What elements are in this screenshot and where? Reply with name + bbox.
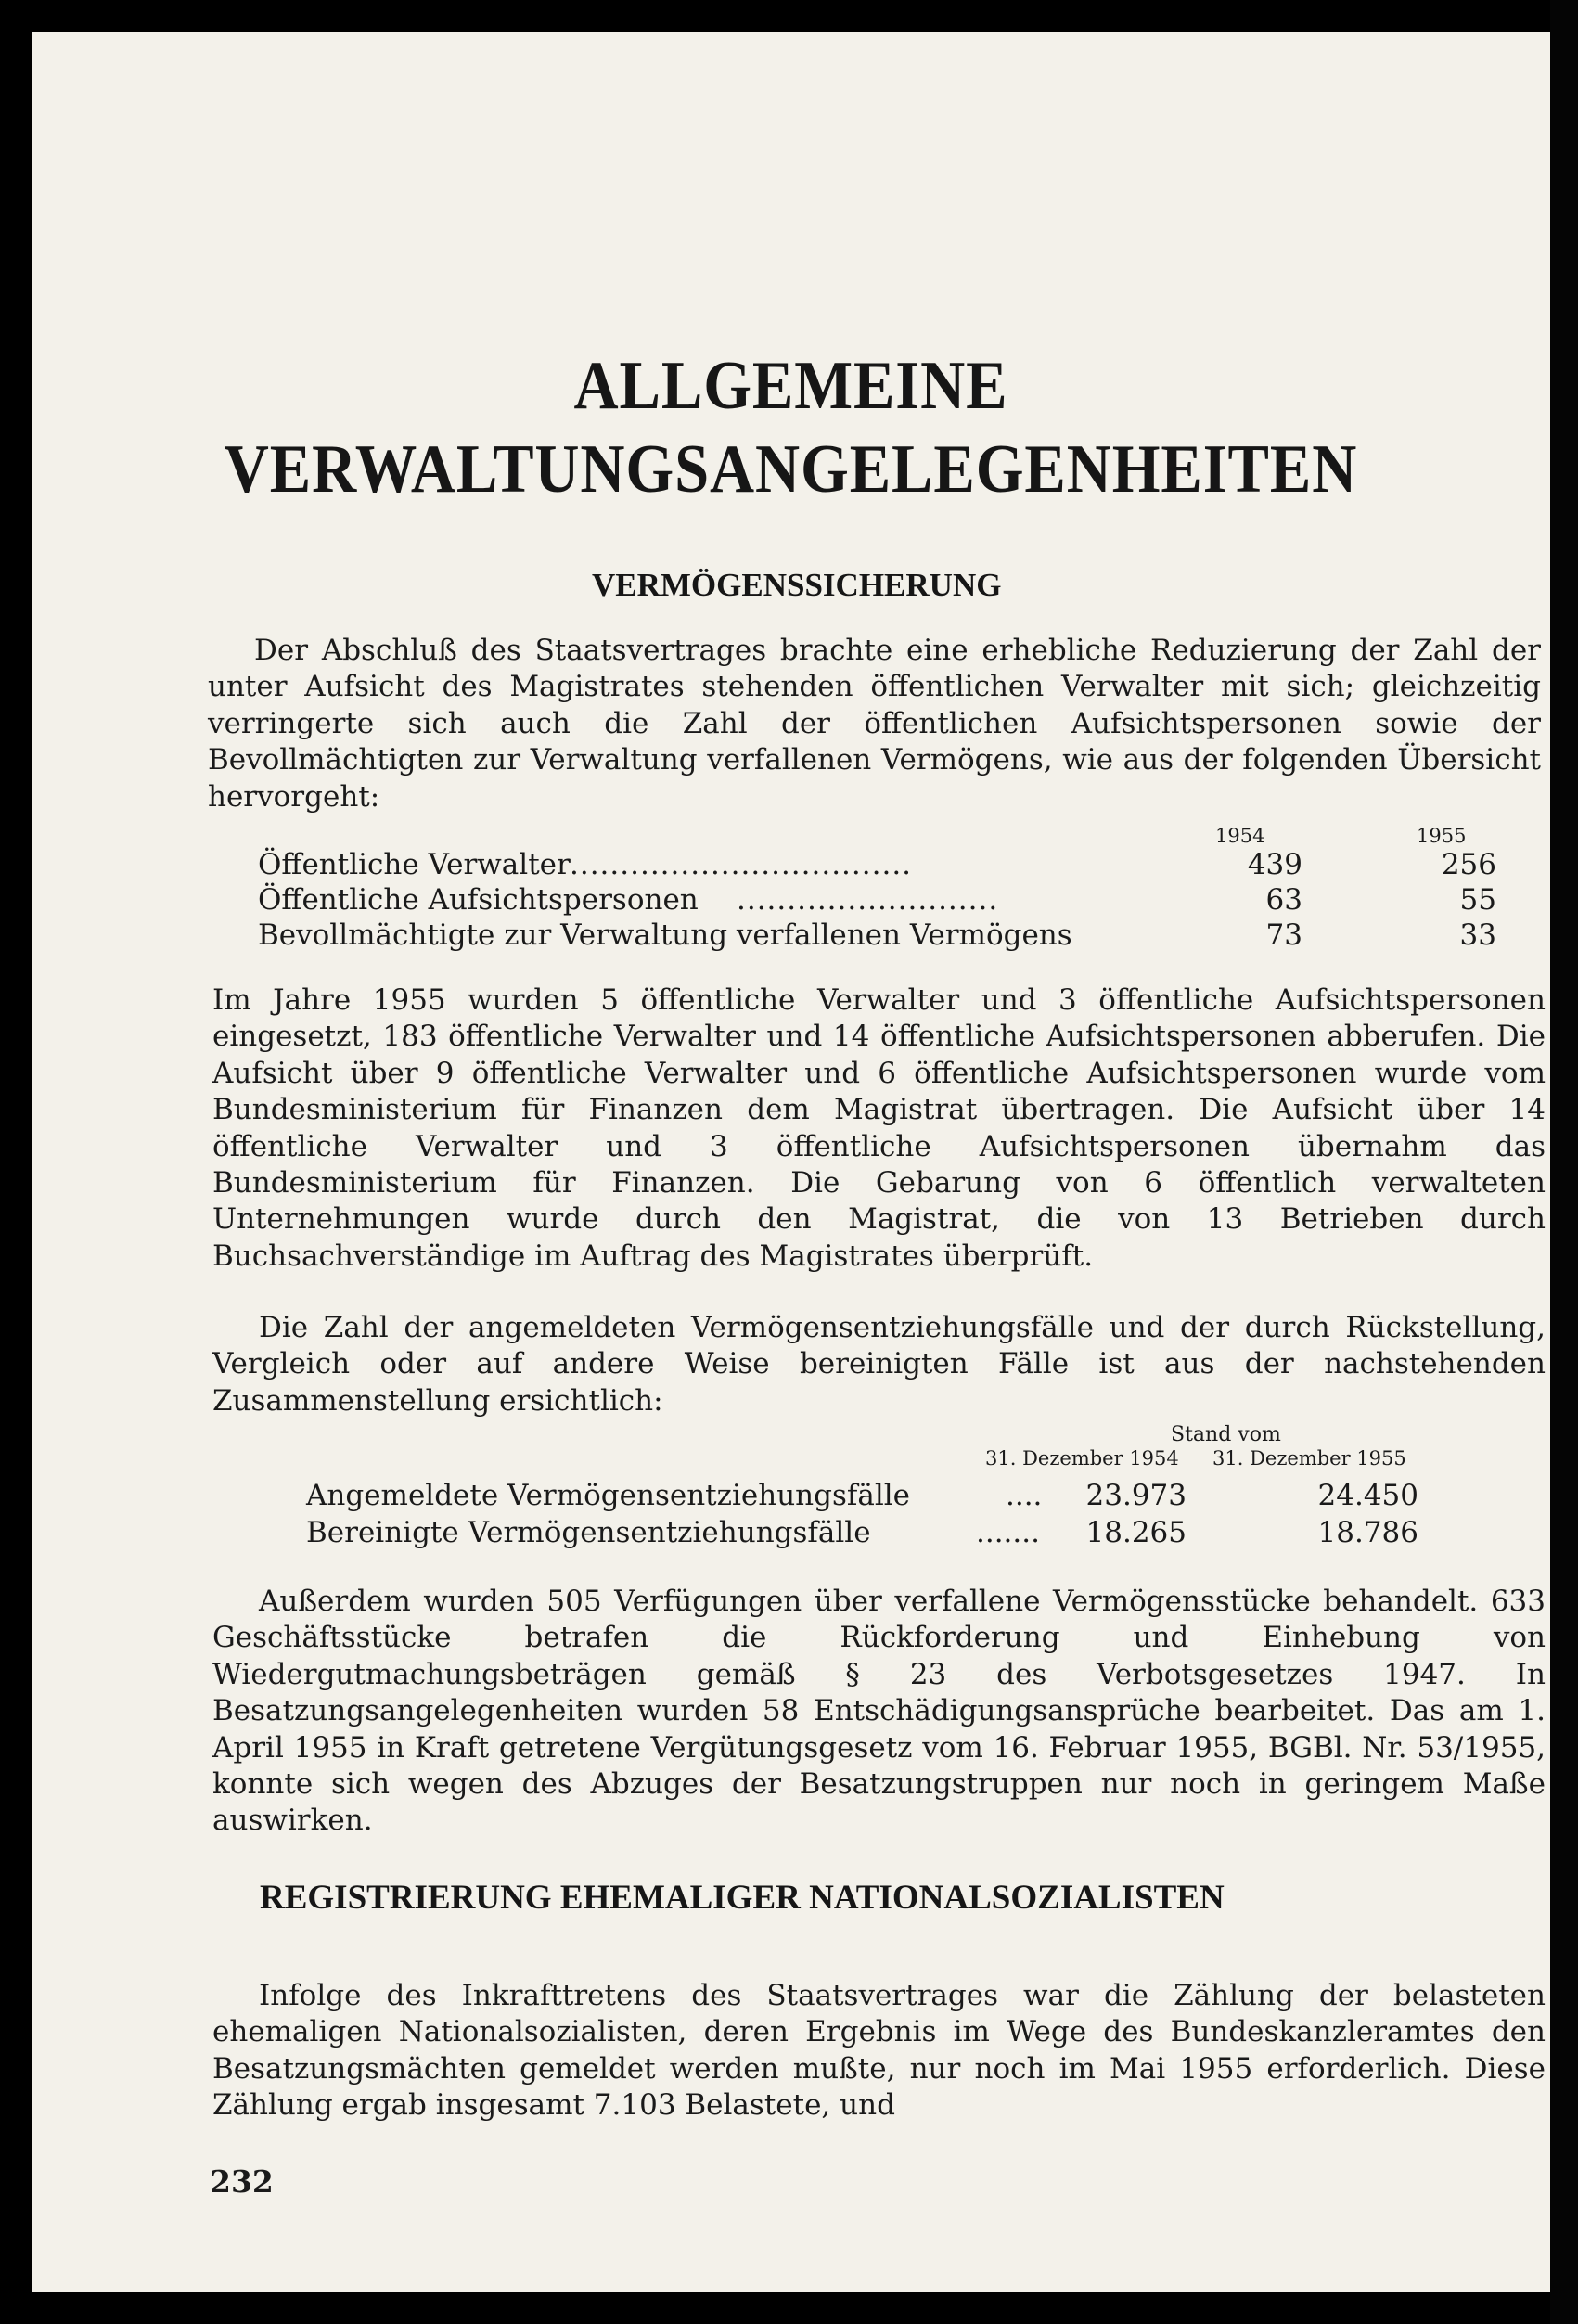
table2-label: Bereinigte Vermögensentziehungsfälle xyxy=(306,1516,871,1549)
title-line-1: ALLGEMEINE xyxy=(573,348,1008,424)
table2-col-1954: 31. Dezember 1954 xyxy=(985,1447,1179,1470)
title-line-2: VERWALTUNGSANGELEGENHEITEN xyxy=(224,431,1358,507)
table1-dots: .................................. xyxy=(570,848,913,881)
table2-value-1954: 23.973 xyxy=(1085,1479,1187,1512)
paragraph-restitution-intro: Die Zahl der angemeldeten Vermögensentziehungsfälle und der durch Rückstellung, Vergleich oder auf andere Weise bereinigten Fälle ist aus der nachstehenden Zusammenstellung ersichtlich: xyxy=(212,1311,1546,1418)
table1-value-1954: 73 xyxy=(1265,918,1302,952)
table1-value-1955: 256 xyxy=(1441,848,1496,881)
page xyxy=(32,32,1550,2292)
table2-dots: .... xyxy=(1006,1479,1043,1512)
paragraph-other-activities: Außerdem wurden 505 Verfügungen über verfallene Vermögensstücke behandelt. 633 Geschäftsstücke betrafen die Rückforderung und Einhebung von Wiedergutmachungsbeträgen gemäß § 23 des Verbotsgesetzes 1947. In Besatzungsangelegenheiten wurden 58 Entschädigungsansprüche bearbeitet. Das am 1. April 1955 in Kraft getretene Vergütungsgesetz vom 16. Februar 1955, BGBl. Nr. 53/1955, konnte sich wegen des Abzuges der Besatzungstruppen nur noch in geringem Maße auswirken. xyxy=(212,1585,1546,1838)
section-heading-registrierung: REGISTRIERUNG EHEMALIGER NATIONALSOZIALISTEN xyxy=(260,1879,1225,1917)
table2-value-1955: 24.450 xyxy=(1317,1479,1418,1512)
table2-label: Angemeldete Vermögensentziehungsfälle xyxy=(306,1479,911,1512)
table2-header: Stand vom xyxy=(1171,1423,1281,1446)
table1-label: Bevollmächtigte zur Verwaltung verfallenen Vermögens xyxy=(258,918,1072,952)
table2-dots: ....... xyxy=(976,1516,1040,1549)
table1-value-1954: 63 xyxy=(1265,883,1302,917)
table1-label: Öffentliche Verwalter xyxy=(258,848,571,881)
table1-dots: .......................... xyxy=(737,883,999,917)
table1-value-1955: 55 xyxy=(1459,883,1496,917)
paragraph-appointments: Im Jahre 1955 wurden 5 öffentliche Verwalter und 3 öffentliche Aufsichtspersonen eingesetzt, 183 öffentliche Verwalter und 14 öffentliche Aufsichtspersonen abberufen. Die Aufsicht über 9 öffentliche Verwalter und 6 öffentliche Aufsichtspersonen wurde vom Bundesministerium für Finanzen dem Magistrat übertragen. Die Aufsicht über 14 öffentliche Verwalter und 3 öffentliche Aufsichtspersonen übernahm das Bundesministerium für Finanzen. Die Gebarung von 6 öffentlich verwalteten Unternehmungen wurde durch den Magistrat, die von 13 Betrieben durch Buchsachverständige im Auftrag des Magistrates überprüft. xyxy=(212,983,1546,1273)
section-heading-vermoegenssicherung: VERMÖGENSSICHERUNG xyxy=(592,567,1002,603)
table2-value-1955: 18.786 xyxy=(1317,1516,1418,1549)
table1-value-1955: 33 xyxy=(1459,918,1496,952)
paragraph-registration: Infolge des Inkrafttretens des Staatsvertrages war die Zählung der belasteten ehemaligen Nationalsozialisten, deren Ergebnis im Wege des Bundeskanzleramtes den Besatzungsmächten gemeldet werden mußte, nur noch im Mai 1955 erforderlich. Diese Zählung ergab insgesamt 7.103 Belastete, und xyxy=(212,1979,1546,2123)
table1-value-1954: 439 xyxy=(1247,848,1302,881)
table1-col-1954: 1954 xyxy=(1215,825,1265,847)
page-number: 232 xyxy=(210,2164,274,2200)
paragraph-intro: Der Abschluß des Staatsvertrages brachte eine erhebliche Reduzierung der Zahl der unter Aufsicht des Magistrates stehenden öffentlichen Verwalter mit sich; gleichzeitig verringerte sich auch die Zahl der öffentlichen Aufsichtspersonen sowie der Bevollmächtigten zur Verwaltung verfallenen Vermögens, wie aus der folgenden Übersicht hervorgeht: xyxy=(208,634,1541,814)
table1-col-1955: 1955 xyxy=(1417,825,1467,847)
table2-value-1954: 18.265 xyxy=(1085,1516,1187,1549)
table1-label: Öffentliche Aufsichtspersonen xyxy=(258,883,699,917)
table2-col-1955: 31. Dezember 1955 xyxy=(1212,1447,1406,1470)
scan-edge xyxy=(1550,0,1578,2324)
